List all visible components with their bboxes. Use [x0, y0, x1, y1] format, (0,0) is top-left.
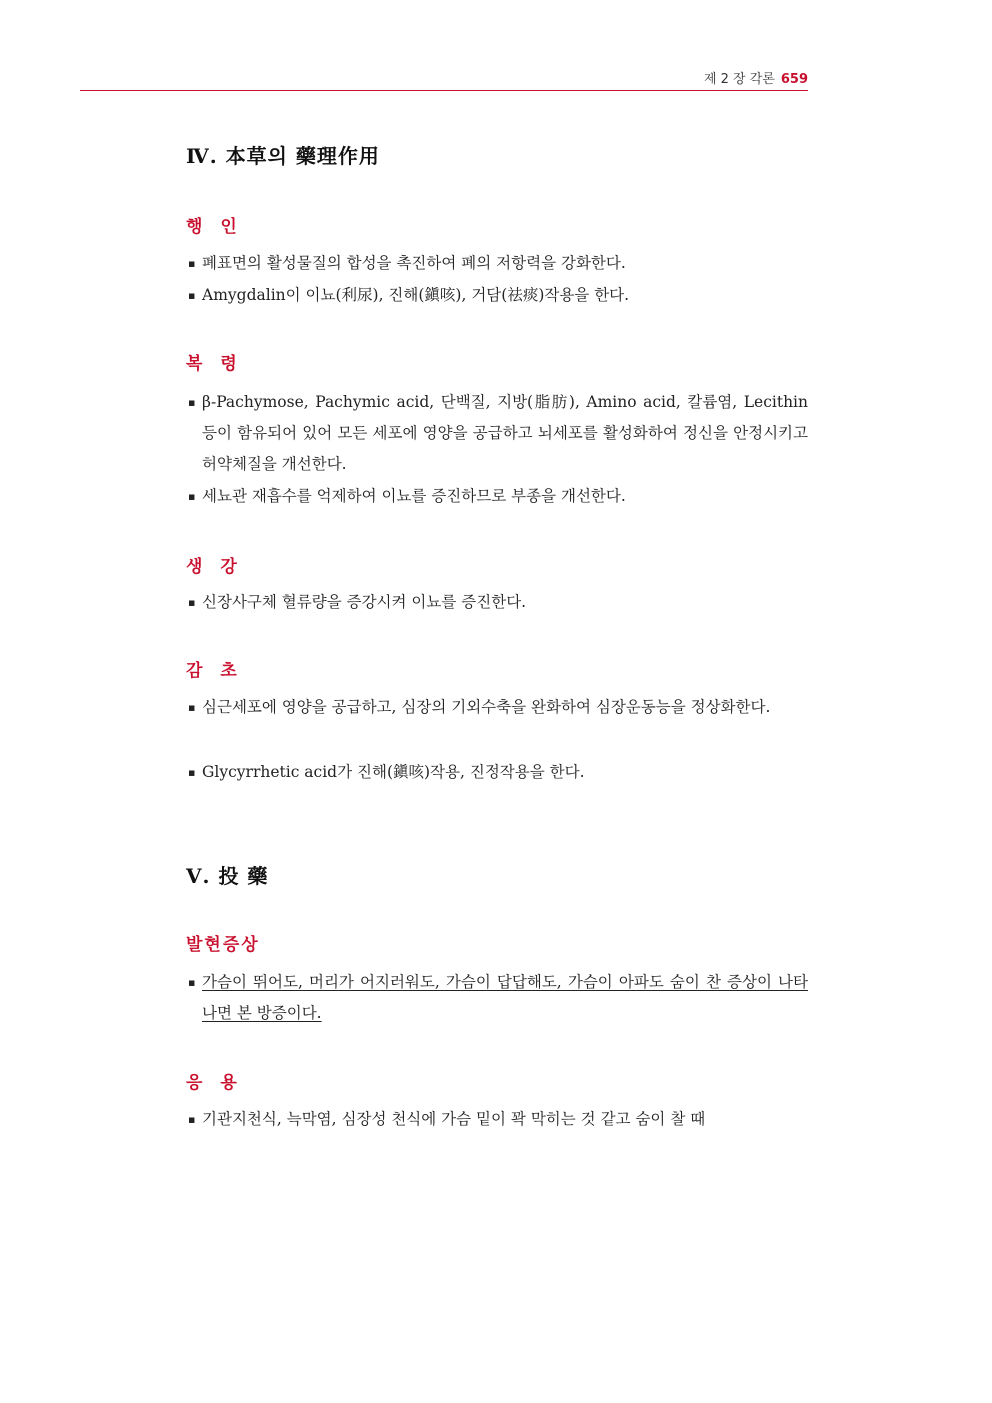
list-item: ▪ 심근세포에 영양을 공급하고, 심장의 기외수축을 완화하여 심장운동능을 정상화한다.: [186, 692, 808, 723]
herb-heading-haengin: 행 인: [186, 217, 243, 237]
page-number: 659: [780, 72, 808, 87]
list-item: ▪ 신장사구체 혈류량을 증강시켜 이뇨를 증진한다.: [186, 587, 808, 618]
list-item: ▪ 기관지천식, 늑막염, 심장성 천식에 가슴 밑이 꽉 막히는 것 같고 숨이 찰 때: [186, 1104, 808, 1135]
chapter-label: 제 2 장 각론: [703, 72, 775, 87]
header-text: [704, 68, 808, 87]
section-title-dosage: Ⅴ. 投 藥: [186, 864, 269, 888]
group-heading-symptoms: 발현증상: [186, 935, 260, 955]
list-item: ▪ β-Pachymose, Pachymic acid, 단백질, 지방(脂肪), Amino acid, 칼륨염, Lecithin 등이 함유되어 있어 모든 세포에 영양을 공급하고 뇌세포를 활성화하여 정신을 안정시키고 허약체질을 개선한다.: [186, 387, 808, 480]
running-header: [80, 66, 808, 91]
section-title-pharmacology: Ⅳ. 本草의 藥理作用: [186, 144, 380, 168]
list-item-underlined: [186, 967, 808, 1029]
herb-heading-gamcho: 감 초: [186, 661, 243, 681]
list-item: ▪ 세뇨관 재흡수를 억제하여 이뇨를 증진하므로 부종을 개선한다.: [186, 481, 808, 512]
group-heading-application: 응 용: [186, 1073, 243, 1093]
list-item: ▪ Glycyrrhetic acid가 진해(鎭咳)작용, 진정작용을 한다.: [186, 757, 808, 788]
underlined-text: 가슴이 뛰어도, 머리가 어지러워도, 가슴이 답답해도, 가슴이 아파도 숨이 찬 증상이 나타나면 본 방증이다.: [202, 973, 808, 1022]
list-item: ▪ 폐표면의 활성물질의 합성을 촉진하여 폐의 저항력을 강화한다.: [186, 248, 808, 279]
list-item: ▪ Amygdalin이 이뇨(利尿), 진해(鎭咳), 거담(祛痰)작용을 한다.: [186, 280, 808, 311]
herb-heading-bokryeong: 복 령: [186, 354, 243, 374]
herb-heading-saenggang: 생 강: [186, 557, 243, 577]
